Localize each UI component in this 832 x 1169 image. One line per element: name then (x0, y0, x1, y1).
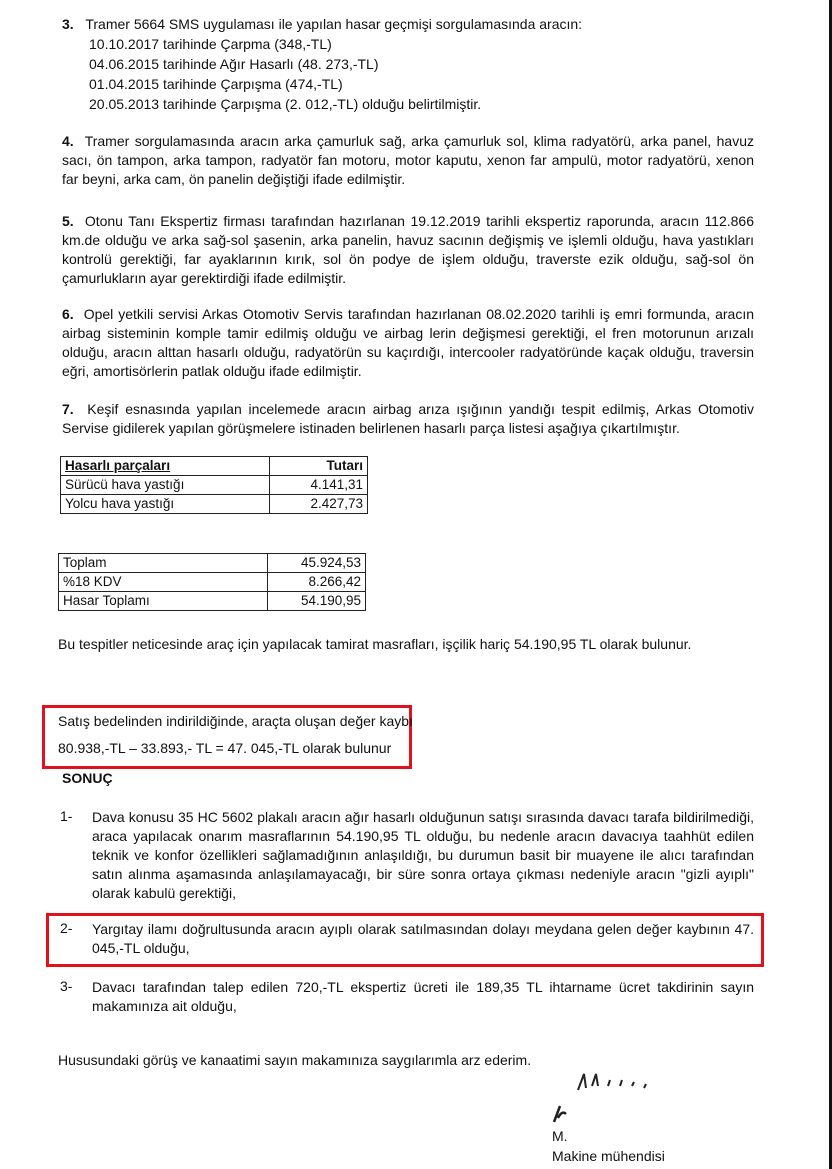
conclusion-text: Dava konusu 35 HC 5602 plakalı aracın ağır hasarlı olduğunun satışı sırasında davacı tarafa bildirilmediği, araca yapılacak onarım masraflarının 54.190,95 TL olduğu, bu nedenle aracın davacıya taahhüt edilen teknik ve konfor özellikleri sağlamadığının anlaşıldığı, bu durumun basit bir muayene ile alıcı tarafından satın alınma aşamasında anlaşılamayacağı, bir süre sonra ortaya çıkması nedeniyle aracın "gizli ayıplı" olarak kabulü gerektiği, (92, 809, 754, 901)
conclusion-title: SONUÇ (62, 770, 113, 786)
item-5 (62, 212, 754, 288)
value-loss-line-1: Satış bedelinden indirildiğinde, araçta oluşan değer kaybı (58, 713, 413, 729)
damage-history-line: 10.10.2017 tarihinde Çarpma (348,-TL) (89, 36, 332, 52)
conclusion-item-1 (60, 808, 754, 908)
signature-initial: M. (552, 1128, 568, 1144)
total-amount: 54.190,95 (268, 592, 366, 611)
total-amount: 45.924,53 (268, 554, 366, 573)
total-amount: 8.266,42 (268, 573, 366, 592)
damage-history-line: 04.06.2015 tarihinde Ağır Hasarlı (48. 273,-TL) (89, 56, 379, 72)
conclusion-item-2 (60, 920, 754, 960)
damage-history-line: 01.04.2015 tarihinde Çarpışma (474,-TL) (89, 76, 343, 92)
table-row (59, 573, 366, 592)
conclusion-number: 3- (60, 978, 73, 994)
item-6 (62, 305, 754, 381)
item-6-number: 6. (62, 306, 74, 322)
table-header-cell: Tutarı (270, 457, 368, 476)
conclusion-text: Davacı tarafından talep edilen 720,-TL ekspertiz ücreti ile 189,35 TL ihtarname ücret takdirinin sayın makamınıza ait olduğu, (92, 979, 754, 1014)
item-4-text: Tramer sorgulamasında aracın arka çamurluk sağ, arka çamurluk sol, klima radyatörü, arka panel, havuz sacı, ön tampon, arka tampon, radyatör fan motoru, motor kaputu, xenon far ampulü, motor radyatörü, xenon far beyni, arka cam, ön panelin değiştiği ifade edilmiştir. (62, 133, 754, 187)
totals-table (58, 553, 366, 611)
table-row (61, 476, 368, 495)
conclusion-item-3 (60, 978, 754, 1018)
conclusion-text: Yargıtay ilamı doğrultusunda aracın ayıplı olarak satılmasından dolayı meydana gelen değer kaybının 47. 045,-TL olduğu, (92, 921, 754, 956)
closing-text: Hususundaki görüş ve kanaatimi sayın makamınıza saygılarımla arz ederim. (58, 1052, 532, 1068)
signature-title: Makine mühendisi (552, 1148, 665, 1164)
item-5-number: 5. (62, 213, 74, 229)
value-loss-line-2: 80.938,-TL – 33.893,- TL = 47. 045,-TL olarak bulunur (58, 740, 392, 756)
table-header-row (61, 457, 368, 476)
table-row (59, 592, 366, 611)
item-5-text: Otonu Tanı Ekspertiz firması tarafından hazırlanan 19.12.2019 tarihli ekspertiz raporunda, aracın 112.866 km.de olduğu ve arka sağ-sol şasenin, arka panelin, havuz sacının değişmiş ve işlemli olduğu, hava yastıkları kontrolü gerektiği, far ayaklarının kırık, sol ön podye de işlem olduğu, traverste ezik olduğu, sağ-sol ön çamurlukların ayar gerektirdiği ifade edilmiştir. (62, 213, 755, 286)
item-3-intro: Tramer 5664 SMS uygulaması ile yapılan hasar geçmişi sorgulamasında aracın: (85, 16, 583, 32)
damaged-parts-table (60, 456, 368, 514)
item-7-text: Keşif esnasında yapılan incelemede aracın airbag arıza ışığının yandığı tespit edilmiş, Arkas Otomotiv Servise gidilerek yapılan görüşmelere istinaden belirlenen hasarlı parça listesi aşağıya çıkartılmıştır. (62, 401, 755, 436)
table-header-cell: Hasarlı parçaları (61, 457, 270, 476)
table-cell-part: Sürücü hava yastığı (61, 476, 270, 495)
conclusion-number: 1- (60, 808, 73, 824)
table-cell-amount: 2.427,73 (270, 495, 368, 514)
item-4 (62, 132, 754, 189)
table-row (59, 554, 366, 573)
item-4-number: 4. (62, 133, 74, 149)
table-cell-amount: 4.141,31 (270, 476, 368, 495)
table-cell-part: Yolcu hava yastığı (61, 495, 270, 514)
signature-mark (548, 1070, 688, 1130)
item-3-number: 3. (62, 16, 74, 32)
total-label: Hasar Toplamı (59, 592, 268, 611)
item-7-number: 7. (62, 401, 74, 417)
item-6-text: Opel yetkili servisi Arkas Otomotiv Servis tarafından hazırlanan 08.02.2020 tarihli iş emri formunda, aracın airbag sisteminin komple tamir edilmiş olduğu ve airbag lerin değişmesi gerektiği, el fren motorunun arızalı olduğu, aracın alttan hasarlı olduğu, radyatörün su kaçırdığı, intercooler radyatöründe kaçak olduğu, traversin eğri, amortisörlerin patlak olduğu ifade edilmiştir. (62, 306, 755, 379)
conclusion-number: 2- (60, 920, 73, 936)
item-3 (62, 14, 762, 114)
total-label: Toplam (59, 554, 268, 573)
summary-text: Bu tespitler neticesinde araç için yapılacak tamirat masrafları, işçilik hariç 54.190,95 TL olarak bulunur. (58, 636, 692, 652)
total-label: %18 KDV (59, 573, 268, 592)
item-7 (62, 400, 754, 438)
table-row (61, 495, 368, 514)
damage-history-line: 20.05.2013 tarihinde Çarpışma (2. 012,-TL) olduğu belirtilmiştir. (89, 96, 482, 112)
